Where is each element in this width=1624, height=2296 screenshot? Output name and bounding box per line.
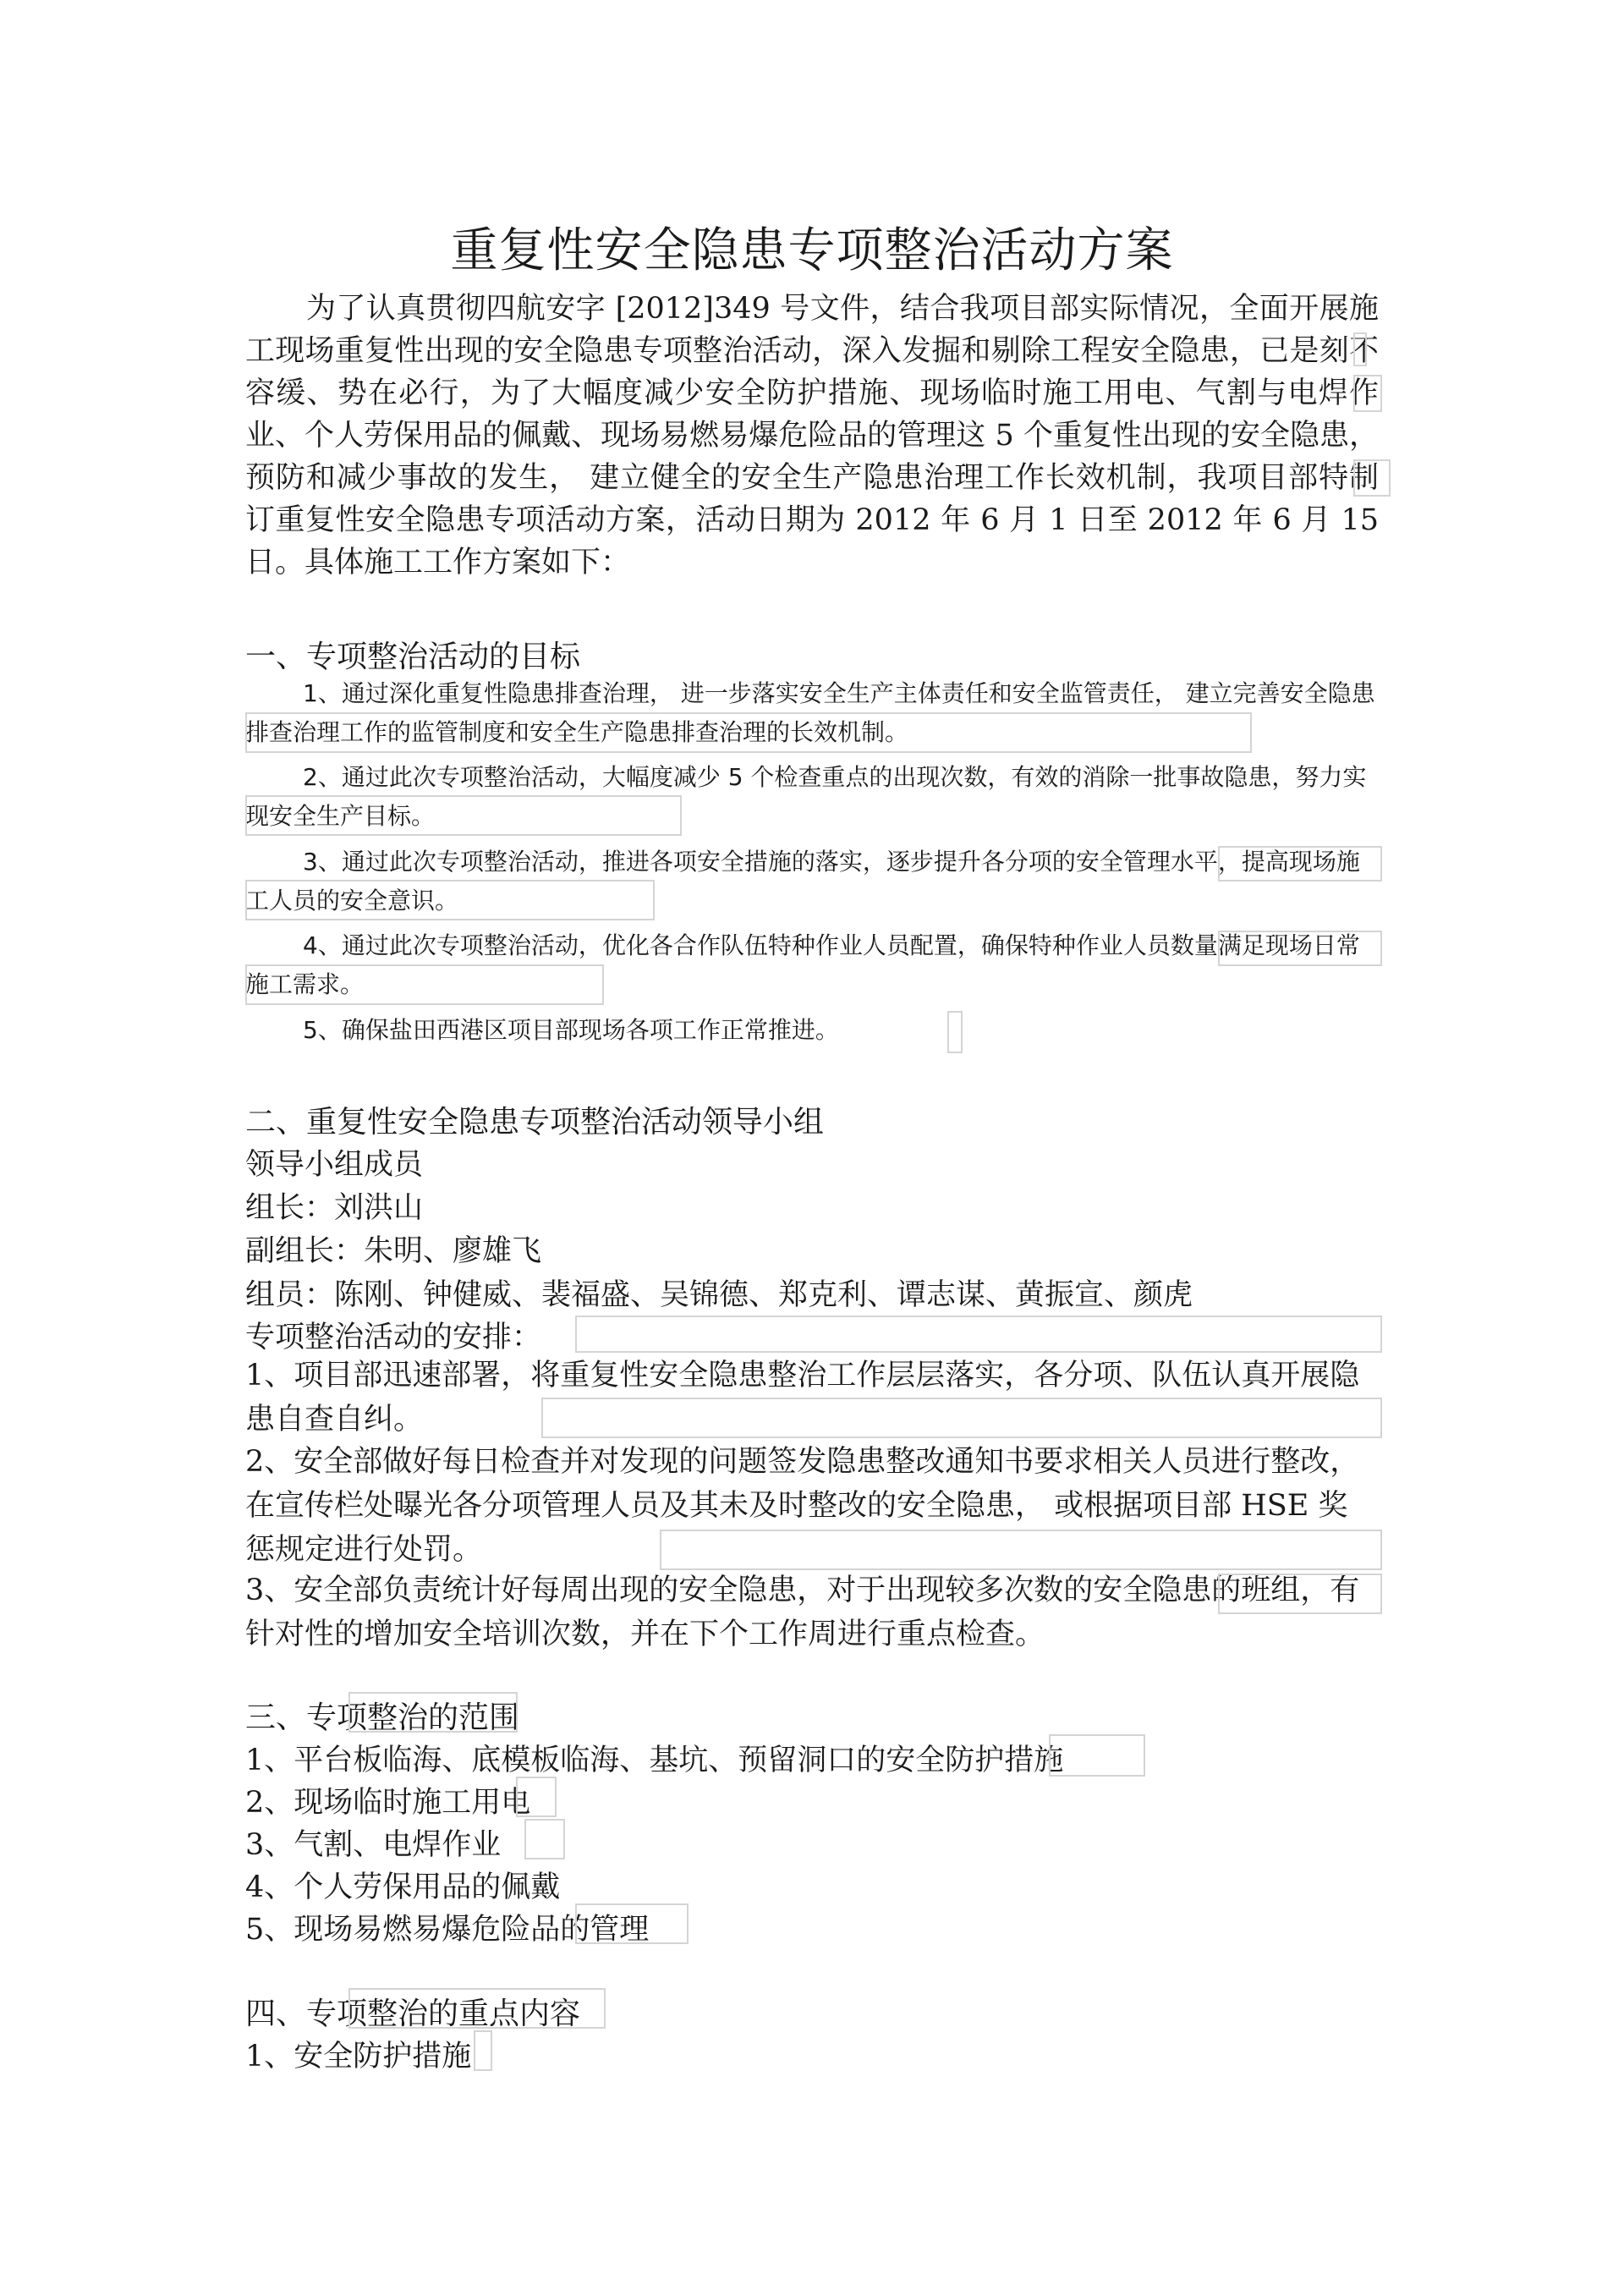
scope-item: 1、平台板临海、底模板临海、基坑、预留洞口的安全防护措施 bbox=[245, 1744, 1064, 1777]
group-leader: 组长：刘洪山 bbox=[245, 1191, 424, 1225]
section2-heading: 二、重复性安全隐患专项整治活动领导小组 bbox=[245, 1105, 825, 1140]
scan-frame bbox=[575, 1316, 1382, 1353]
group-members: 组员：陈刚、钟健威、裴福盛、吴锦德、郑克利、谭志谋、黄振宣、颜虎 bbox=[245, 1278, 1193, 1312]
goal-item: 2、通过此次专项整治活动，大幅度减少 5 个检查重点的出现次数，有效的消除一批事故隐患，努力实现安全生产目标。 bbox=[245, 763, 1367, 830]
focus-item: 1、安全防护措施 bbox=[245, 2040, 472, 2074]
scope-item: 4、个人劳保用品的佩戴 bbox=[245, 1870, 561, 1904]
goal-item: 1、通过深化重复性隐患排查治理， 进一步落实安全生产主体责任和安全监管责任， 建立完善安全隐患排查治理工作的监管制度和安全生产隐患排查治理的长效机制。 bbox=[245, 679, 1375, 746]
section3-heading: 三、专项整治的范围 bbox=[245, 1700, 520, 1735]
leadership-members-label: 领导小组成员 bbox=[245, 1148, 424, 1182]
arrangement-item: 3、安全部负责统计好每周出现的安全隐患，对于出现较多次数的安全隐患的班组，有针对性的增加安全培训次数，并在下个工作周进行重点检查。 bbox=[245, 1574, 1360, 1651]
arrangement-item: 1、项目部迅速部署，将重复性安全隐患整治工作层层落实，各分项、队伍认真开展隐患自查自纠。 bbox=[245, 1359, 1360, 1436]
scope-item: 2、现场临时施工用电 bbox=[245, 1786, 531, 1820]
arrangement-label: 专项整治活动的安排： bbox=[245, 1321, 542, 1354]
scan-frame bbox=[474, 2030, 492, 2071]
arrangement-item: 2、安全部做好每日检查并对发现的问题签发隐患整改通知书要求相关人员进行整改，在宣传栏处曝光各分项管理人员及其未及时整改的安全隐患， 或根据项目部 HSE 奖惩规定进行处罚。 bbox=[245, 1445, 1360, 1567]
scope-item: 5、现场易燃易爆危险品的管理 bbox=[245, 1913, 650, 1947]
goal-item: 3、通过此次专项整治活动，推进各项安全措施的落实，逐步提升各分项的安全管理水平，提高现场施工人员的安全意识。 bbox=[245, 848, 1360, 915]
section4-heading: 四、专项整治的重点内容 bbox=[245, 1997, 581, 2031]
deputy-leader: 副组长：朱明、廖雄飞 bbox=[245, 1234, 542, 1268]
document-title: 重复性安全隐患专项整治活动方案 bbox=[450, 223, 1174, 278]
intro-paragraph: 为了认真贯彻四航安字 [2012]349 号文件，结合我项目部实际情况，全面开展施工现场重复性出现的安全隐患专项整治活动，深入发掘和剔除工程安全隐患，已是刻不容缓、势在必行，为了大幅度减少安全防护措施、现场临时施工用电、气割与电焊作业、个人劳保用品的佩戴、现场易燃易爆危险品的管理这 5 个重复性出现的安全隐患， 预防和减少事故的发生， 建立健全的安全生产隐患治理工作长效机制，我项目部特制订重复性安全隐患专项活动方案，活动日期为 2012 年 6 月 1 日至 2012 年 6 月 15 日。具体施工工作方案如下： bbox=[245, 292, 1379, 579]
scan-frame bbox=[524, 1819, 565, 1859]
goal-item: 4、通过此次专项整治活动，优化各合作队伍特种作业人员配置，确保特种作业人员数量满足现场日常施工需求。 bbox=[245, 931, 1360, 998]
scope-item: 3、气割、电焊作业 bbox=[245, 1828, 502, 1862]
goal-item: 5、确保盐田西港区项目部现场各项工作正常推进。 bbox=[303, 1016, 839, 1044]
section1-heading: 一、专项整治活动的目标 bbox=[245, 640, 581, 674]
